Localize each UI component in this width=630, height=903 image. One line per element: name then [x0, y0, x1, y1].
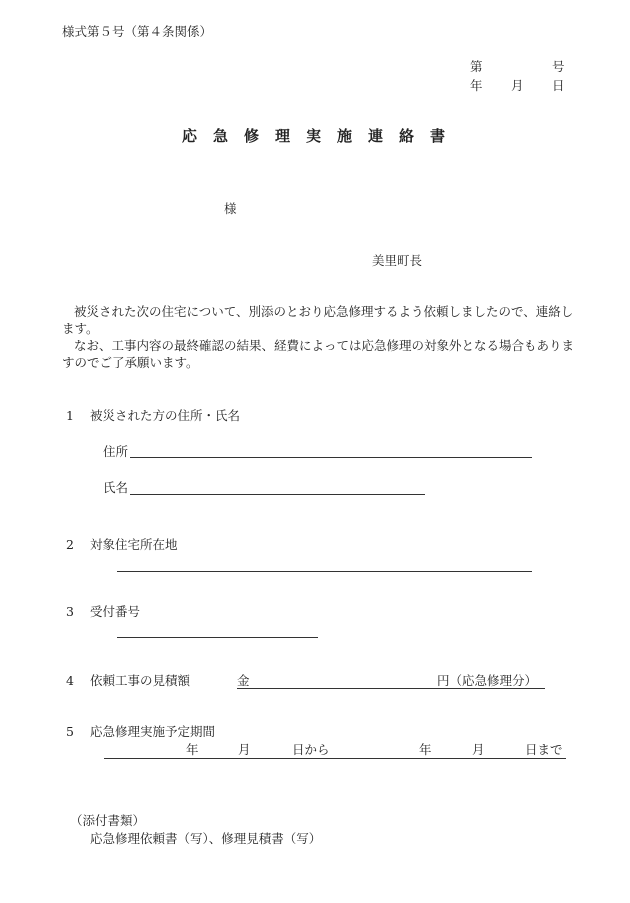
- item5-label: 応急修理実施予定期間: [90, 724, 216, 739]
- item1-number: 1: [66, 408, 74, 423]
- amount-yen-label: 円（応急修理分）: [437, 673, 538, 688]
- reception-number-field-line[interactable]: [117, 637, 318, 638]
- attachments-heading: （添付書類）: [70, 813, 146, 828]
- doc-date-day: 日: [552, 78, 565, 93]
- address-label: 住所: [103, 444, 129, 459]
- amount-kin-label: 金: [237, 673, 250, 688]
- address-field-line[interactable]: [130, 457, 532, 458]
- item4-number: 4: [66, 673, 74, 688]
- item5-number: 5: [66, 724, 74, 739]
- addressee-suffix: 様: [224, 201, 237, 216]
- from-month-label: 月: [238, 742, 251, 757]
- body-paragraph-1: 被災された次の住宅について、別添のとおり応急修理するよう依頼しましたので、連絡します。: [62, 304, 574, 336]
- item3-number: 3: [66, 604, 74, 619]
- item2-number: 2: [66, 537, 74, 552]
- doc-date-month: 月: [511, 78, 524, 93]
- sender-name: 美里町長: [372, 253, 423, 268]
- to-year-label: 年: [419, 742, 432, 757]
- body-paragraph-2: なお、工事内容の最終確認の結果、経費によっては応急修理の対象外となる場合もありますのでご了承願います。: [62, 338, 575, 370]
- item1-label: 被災された方の住所・氏名: [90, 408, 241, 423]
- item3-label: 受付番号: [90, 604, 141, 619]
- to-day-label: 日まで: [525, 742, 563, 757]
- period-field-line[interactable]: [104, 758, 566, 759]
- to-month-label: 月: [472, 742, 485, 757]
- from-day-label: 日から: [292, 742, 330, 757]
- amount-field-line[interactable]: [237, 688, 545, 689]
- item4-label: 依頼工事の見積額: [90, 673, 191, 688]
- name-field-line[interactable]: [130, 494, 425, 495]
- form-id: 様式第５号（第４条関係）: [62, 24, 213, 39]
- attachments-list: 応急修理依頼書（写）、修理見積書（写）: [90, 831, 322, 846]
- item2-label: 対象住宅所在地: [90, 537, 178, 552]
- document-title: 応急修理実施連絡書: [182, 127, 462, 145]
- doc-number-dai: 第: [470, 59, 483, 74]
- name-label: 氏名: [103, 480, 129, 495]
- doc-date-year: 年: [470, 78, 483, 93]
- doc-number-go: 号: [552, 59, 565, 74]
- body-text: [62, 303, 582, 371]
- location-field-line[interactable]: [117, 571, 532, 572]
- from-year-label: 年: [186, 742, 199, 757]
